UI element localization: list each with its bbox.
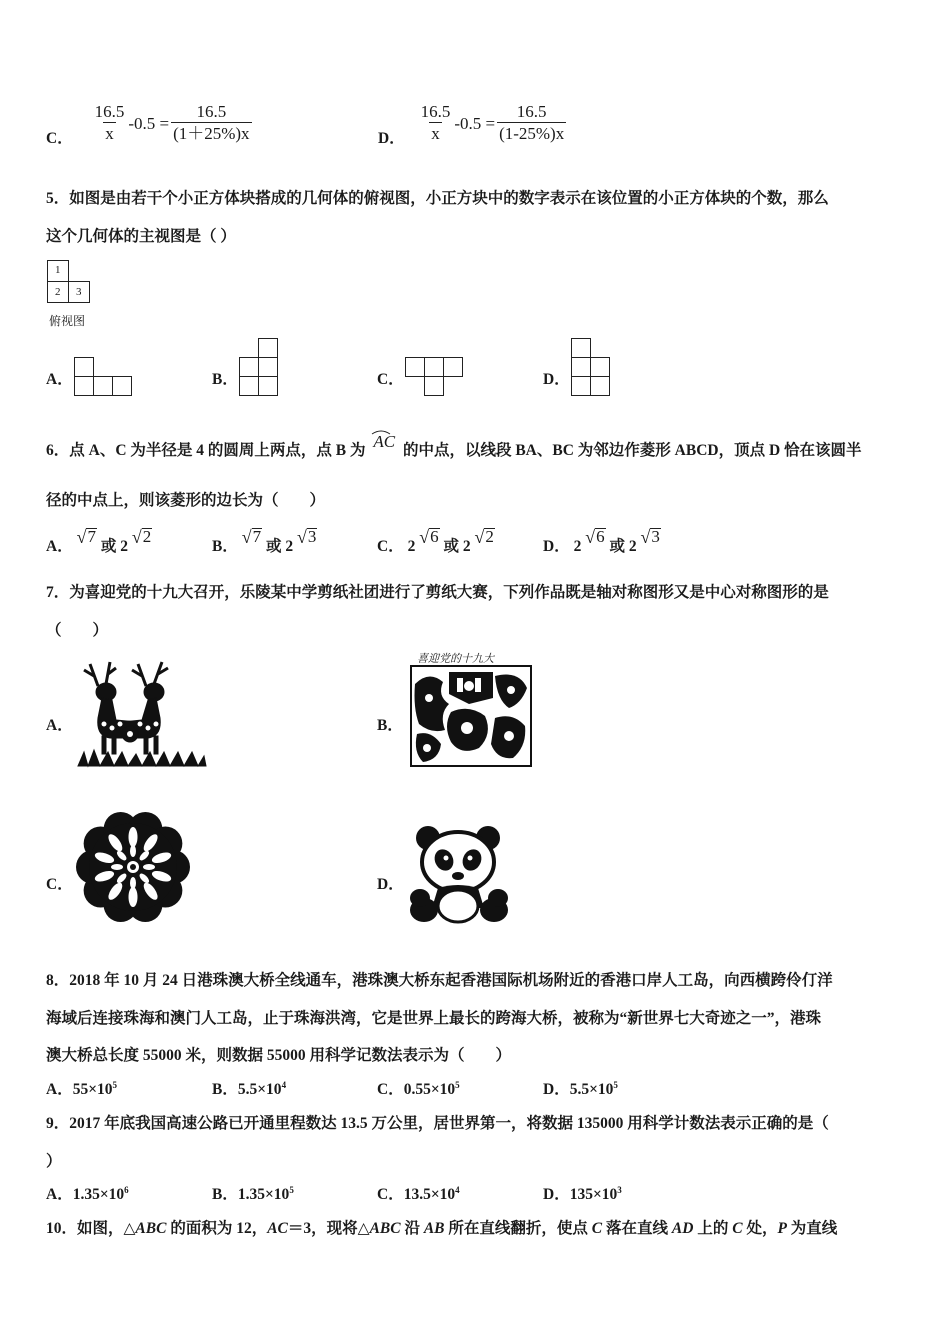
q5-option-b-label: B．	[212, 371, 238, 388]
q6-line2: 径的中点上，则该菱形的边长为（ ）	[46, 492, 326, 509]
q5-top-view	[47, 260, 107, 330]
q8-line1: 8．2018 年 10 月 24 日港珠澳大桥全线通车，港珠澳大桥东起香港国际机场附近的香港口岸人工岛，向西横跨伶仃洋	[46, 972, 833, 989]
sqrt-3: √ 3	[640, 527, 660, 547]
top-view-cell-1: 1	[55, 264, 61, 276]
sqrt-2: √ 2	[474, 527, 494, 547]
q8-line3: 澳大桥总长度 55000 米，则数据 55000 用科学记数法表示为（ ）	[46, 1047, 512, 1064]
q6-option-c: C． 2 √ 6 或 2 √ 2	[377, 527, 494, 555]
q5-line2: 这个几何体的主视图是（ ）	[46, 228, 236, 245]
q9-option-c: C．$13.5\times 10^4$	[377, 1184, 460, 1203]
q7-option-c-label: C．	[46, 876, 73, 893]
q5-line1: 5．如图是由若干个小正方体块搭成的几何体的俯视图，小正方块中的数字表示在该位置的小正方体块的个数，那么	[46, 190, 829, 207]
sqrt-7: √ 7	[241, 527, 262, 547]
q4-option-d	[378, 100, 566, 145]
q4-option-c-label: C．	[46, 130, 73, 147]
top-view-cell-2: 2	[55, 286, 61, 298]
sqrt-2: √ 2	[131, 527, 152, 547]
q4c-frac1-den: x	[105, 124, 114, 143]
q4-option-c	[46, 100, 252, 145]
q9-option-d: D．$135\times 10^3$	[543, 1184, 622, 1203]
q9-option-a: A．$1.35\times 10^6$	[46, 1184, 129, 1203]
q8-option-c: C．$0.55\times 10^5$	[377, 1079, 460, 1098]
papercut-banner-text: 喜迎党的十九大	[417, 653, 494, 665]
q4d-frac2-num: 16.5	[516, 102, 547, 121]
q5-option-d-figure	[571, 338, 611, 397]
q4c-frac2-num: 16.5	[196, 102, 227, 121]
q8-line2: 海域后连接珠海和澳门人工岛，止于珠海洪湾，它是世界上最长的跨海大桥，被称为“新世界七大奇迹之一”，港珠	[46, 1010, 822, 1027]
q10-line1: 10．如图，△ABC 的面积为 12，AC＝3，现将△ABC 沿 AB 所在直线翻折，使点 C 落在直线 AD 上的 C 处，P 为直线	[46, 1220, 838, 1237]
q6-arc-ac: AC	[373, 432, 396, 451]
q7-option-b-label: B．	[377, 717, 403, 734]
panda-papercut-image	[408, 824, 512, 928]
q9-line1: 9．2017 年底我国高速公路已开通里程数达 13.5 万公里，居世界第一，将数据 135000 用科学计数法表示正确的是（	[46, 1115, 829, 1132]
q5-option-b-figure	[239, 338, 279, 397]
deer-papercut-image	[76, 656, 208, 770]
top-view-cell-3: 3	[76, 286, 82, 298]
q9-line2: ）	[46, 1153, 62, 1170]
q8-option-a: A．$55\times 10^5$	[46, 1079, 118, 1098]
q4d-frac1-num: 16.5	[420, 102, 451, 121]
q5-option-d-label: D．	[543, 371, 570, 388]
q5-option-a-figure	[74, 357, 132, 397]
q6-line1-b: 的中点，以线段 BA、BC 为邻边作菱形 ABCD，顶点 D 恰在该圆半	[402, 442, 862, 459]
q6-line1	[46, 432, 862, 460]
q8-option-d: D．$5.5\times 10^5$	[543, 1079, 618, 1098]
q7-option-d-label: D．	[377, 876, 404, 893]
sqrt-6: √ 6	[585, 527, 605, 547]
sqrt-6: √ 6	[419, 527, 439, 547]
q6-line1-a: 6．点 A、C 为半径是 4 的圆周上两点，点 B 为	[46, 442, 366, 459]
q8-option-b: B．$5.5\times 10^4$	[212, 1079, 287, 1098]
q6-option-b: B． √ 7 或 2 √ 3	[212, 527, 317, 555]
flower-papercut-image	[74, 808, 192, 926]
sqrt-7: √ 7	[76, 527, 96, 547]
q5-option-c-label: C．	[377, 371, 404, 388]
top-view-caption: 俯视图	[49, 314, 86, 328]
q4c-frac2-den: (1＋25%)x	[173, 124, 250, 143]
q7-line1: 7．为喜迎党的十九大召开，乐陵某中学剪纸社团进行了剪纸大赛，下列作品既是轴对称图形又是中心对称图形的是	[46, 584, 829, 601]
q7-line2: （ ）	[46, 622, 109, 639]
q4d-frac2-den: (1-25%)x	[499, 124, 565, 143]
sqrt-3: √ 3	[297, 527, 317, 547]
q5-option-c-figure	[405, 357, 465, 397]
q4d-mid: -0.5 =	[454, 113, 496, 133]
q4c-mid: -0.5 =	[128, 113, 170, 133]
q9-option-b: B．$1.35\times 10^5$	[212, 1184, 294, 1203]
papercut-collage-image	[409, 648, 533, 768]
q4d-frac1-den: x	[431, 124, 440, 143]
q7-option-a-label: A．	[46, 717, 73, 734]
q4-option-d-label: D．	[378, 130, 405, 147]
q6-option-a: A． √ 7 或 2 √ 2	[46, 527, 152, 555]
q4c-frac1-num: 16.5	[94, 102, 125, 121]
q5-option-a-label: A．	[46, 371, 73, 388]
q6-option-d: D． 2 √ 6 或 2 √ 3	[543, 527, 660, 555]
